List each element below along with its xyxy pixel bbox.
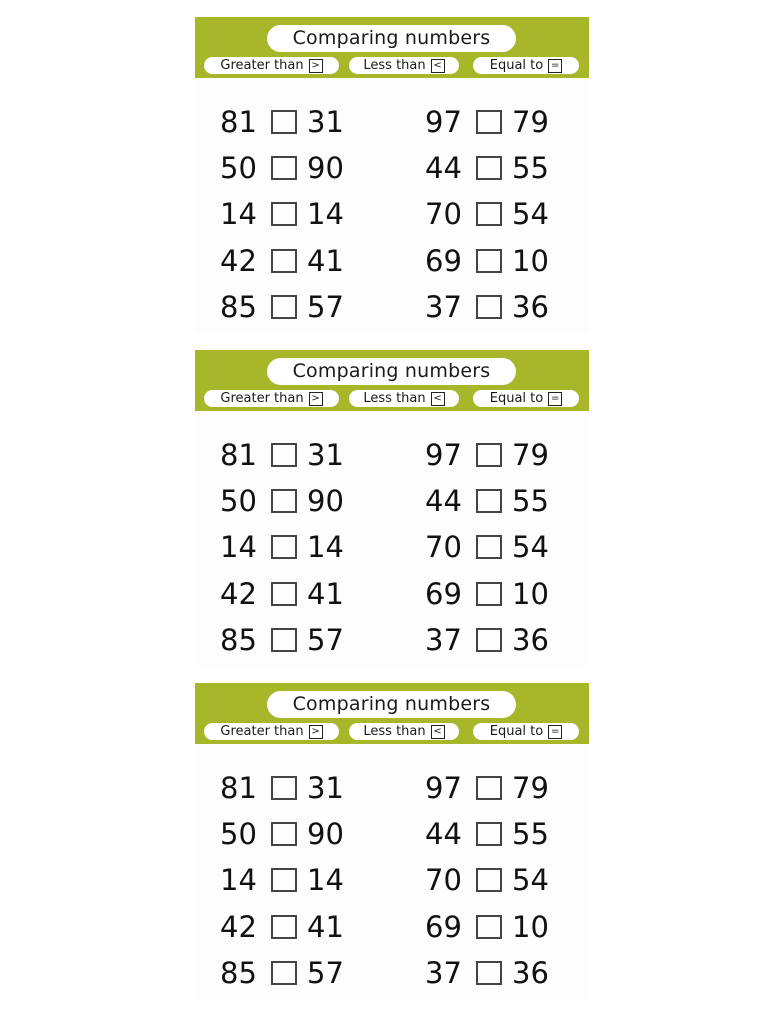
- legend-less-than: [349, 57, 459, 74]
- left-number: 97: [425, 438, 462, 472]
- answer-box[interactable]: [271, 489, 297, 513]
- comparison-problem: [425, 624, 556, 656]
- legend-label: Less than: [363, 58, 426, 73]
- comparison-problem: [425, 531, 556, 563]
- legend-symbol: <: [431, 725, 445, 739]
- right-number: 90: [307, 484, 344, 518]
- answer-box[interactable]: [476, 202, 502, 226]
- legend-symbol: >: [309, 725, 323, 739]
- left-number: 37: [425, 290, 462, 324]
- right-number: 55: [512, 817, 549, 851]
- answer-box[interactable]: [476, 961, 502, 985]
- right-number: 10: [512, 910, 549, 944]
- legend-less-than: [349, 723, 459, 740]
- answer-box[interactable]: [271, 156, 297, 180]
- answer-box[interactable]: [271, 582, 297, 606]
- left-number: 14: [220, 197, 257, 231]
- answer-box[interactable]: [476, 628, 502, 652]
- right-number: 31: [307, 771, 344, 805]
- worksheet-header: [195, 17, 589, 78]
- right-number: 36: [512, 290, 549, 324]
- legend-label: Equal to: [489, 391, 544, 406]
- left-number: 44: [425, 817, 462, 851]
- comparison-problem: [220, 245, 351, 277]
- answer-box[interactable]: [476, 249, 502, 273]
- comparison-problem: [425, 818, 556, 850]
- legend-symbol: =: [548, 725, 562, 739]
- comparison-problem: [425, 772, 556, 804]
- right-number: 79: [512, 771, 549, 805]
- answer-box[interactable]: [476, 295, 502, 319]
- left-number: 81: [220, 438, 257, 472]
- legend-symbol: <: [431, 59, 445, 73]
- comparison-problem: [425, 864, 556, 896]
- left-number: 37: [425, 956, 462, 990]
- answer-box[interactable]: [271, 202, 297, 226]
- comparison-problem: [425, 439, 556, 471]
- comparison-problem: [220, 152, 351, 184]
- comparison-problem: [425, 291, 556, 323]
- legend-equal-to: [473, 390, 579, 407]
- answer-box[interactable]: [271, 776, 297, 800]
- left-number: 42: [220, 244, 257, 278]
- right-number: 90: [307, 151, 344, 185]
- left-number: 42: [220, 577, 257, 611]
- comparison-problem: [220, 485, 351, 517]
- comparison-problem: [425, 106, 556, 138]
- answer-box[interactable]: [476, 156, 502, 180]
- legend-equal-to: [473, 723, 579, 740]
- left-number: 69: [425, 244, 462, 278]
- left-number: 69: [425, 910, 462, 944]
- legend-label: Greater than: [220, 724, 304, 739]
- legend-label: Equal to: [489, 724, 544, 739]
- left-number: 14: [220, 530, 257, 564]
- comparison-problem: [425, 198, 556, 230]
- right-number: 54: [512, 530, 549, 564]
- legend-symbol: <: [431, 392, 445, 406]
- worksheet-title: Comparing numbers: [267, 25, 516, 52]
- left-number: 81: [220, 771, 257, 805]
- worksheet-3: [195, 683, 589, 999]
- right-number: 41: [307, 244, 344, 278]
- left-number: 97: [425, 105, 462, 139]
- right-number: 10: [512, 244, 549, 278]
- right-number: 31: [307, 105, 344, 139]
- left-number: 97: [425, 771, 462, 805]
- left-number: 50: [220, 151, 257, 185]
- comparison-problem: [220, 911, 351, 943]
- comparison-problem: [220, 439, 351, 471]
- legend-label: Greater than: [220, 391, 304, 406]
- answer-box[interactable]: [271, 110, 297, 134]
- legend-symbol: =: [548, 59, 562, 73]
- answer-box[interactable]: [271, 822, 297, 846]
- comparison-problem: [425, 911, 556, 943]
- comparison-problem: [425, 578, 556, 610]
- right-number: 10: [512, 577, 549, 611]
- right-number: 90: [307, 817, 344, 851]
- worksheet-title: Comparing numbers: [267, 691, 516, 718]
- legend-equal-to: [473, 57, 579, 74]
- worksheet-title: Comparing numbers: [267, 358, 516, 385]
- left-number: 50: [220, 484, 257, 518]
- comparison-problem: [220, 957, 351, 989]
- right-number: 55: [512, 151, 549, 185]
- legend-symbol: =: [548, 392, 562, 406]
- legend-label: Less than: [363, 724, 426, 739]
- legend-less-than: [349, 390, 459, 407]
- answer-box[interactable]: [271, 249, 297, 273]
- right-number: 36: [512, 623, 549, 657]
- answer-box[interactable]: [476, 776, 502, 800]
- legend-symbol: >: [309, 59, 323, 73]
- worksheet-header: [195, 350, 589, 411]
- right-number: 79: [512, 438, 549, 472]
- right-number: 14: [307, 197, 344, 231]
- comparison-problem: [220, 818, 351, 850]
- right-number: 14: [307, 863, 344, 897]
- comparison-problem: [425, 152, 556, 184]
- left-number: 70: [425, 863, 462, 897]
- right-number: 79: [512, 105, 549, 139]
- right-number: 41: [307, 910, 344, 944]
- answer-box[interactable]: [476, 582, 502, 606]
- comparison-problem: [220, 291, 351, 323]
- answer-box[interactable]: [476, 110, 502, 134]
- right-number: 36: [512, 956, 549, 990]
- answer-box[interactable]: [271, 961, 297, 985]
- left-number: 85: [220, 290, 257, 324]
- left-number: 44: [425, 484, 462, 518]
- comparison-problem: [220, 772, 351, 804]
- left-number: 50: [220, 817, 257, 851]
- legend-symbol: >: [309, 392, 323, 406]
- answer-box[interactable]: [476, 443, 502, 467]
- comparison-problem: [425, 245, 556, 277]
- right-number: 57: [307, 290, 344, 324]
- left-number: 14: [220, 863, 257, 897]
- answer-box[interactable]: [271, 295, 297, 319]
- left-number: 37: [425, 623, 462, 657]
- right-number: 57: [307, 956, 344, 990]
- left-number: 70: [425, 530, 462, 564]
- right-number: 31: [307, 438, 344, 472]
- answer-box[interactable]: [271, 628, 297, 652]
- left-number: 70: [425, 197, 462, 231]
- comparison-problem: [425, 957, 556, 989]
- worksheet-header: [195, 683, 589, 744]
- comparison-problem: [220, 106, 351, 138]
- answer-box[interactable]: [271, 915, 297, 939]
- legend-label: Greater than: [220, 58, 304, 73]
- answer-box[interactable]: [476, 915, 502, 939]
- left-number: 44: [425, 151, 462, 185]
- comparison-problem: [220, 578, 351, 610]
- answer-box[interactable]: [476, 822, 502, 846]
- right-number: 55: [512, 484, 549, 518]
- worksheet-2: [195, 350, 589, 666]
- comparison-problem: [220, 864, 351, 896]
- answer-box[interactable]: [476, 489, 502, 513]
- left-number: 81: [220, 105, 257, 139]
- left-number: 85: [220, 956, 257, 990]
- worksheet-1: [195, 17, 589, 333]
- legend-label: Equal to: [489, 58, 544, 73]
- comparison-problem: [220, 624, 351, 656]
- answer-box[interactable]: [271, 535, 297, 559]
- left-number: 69: [425, 577, 462, 611]
- comparison-problem: [220, 198, 351, 230]
- right-number: 54: [512, 863, 549, 897]
- comparison-problem: [425, 485, 556, 517]
- right-number: 14: [307, 530, 344, 564]
- legend-greater-than: [204, 57, 339, 74]
- legend-greater-than: [204, 723, 339, 740]
- answer-box[interactable]: [476, 535, 502, 559]
- legend-greater-than: [204, 390, 339, 407]
- comparison-problem: [220, 531, 351, 563]
- right-number: 57: [307, 623, 344, 657]
- answer-box[interactable]: [271, 443, 297, 467]
- right-number: 54: [512, 197, 549, 231]
- answer-box[interactable]: [476, 868, 502, 892]
- legend-label: Less than: [363, 391, 426, 406]
- left-number: 85: [220, 623, 257, 657]
- answer-box[interactable]: [271, 868, 297, 892]
- right-number: 41: [307, 577, 344, 611]
- left-number: 42: [220, 910, 257, 944]
